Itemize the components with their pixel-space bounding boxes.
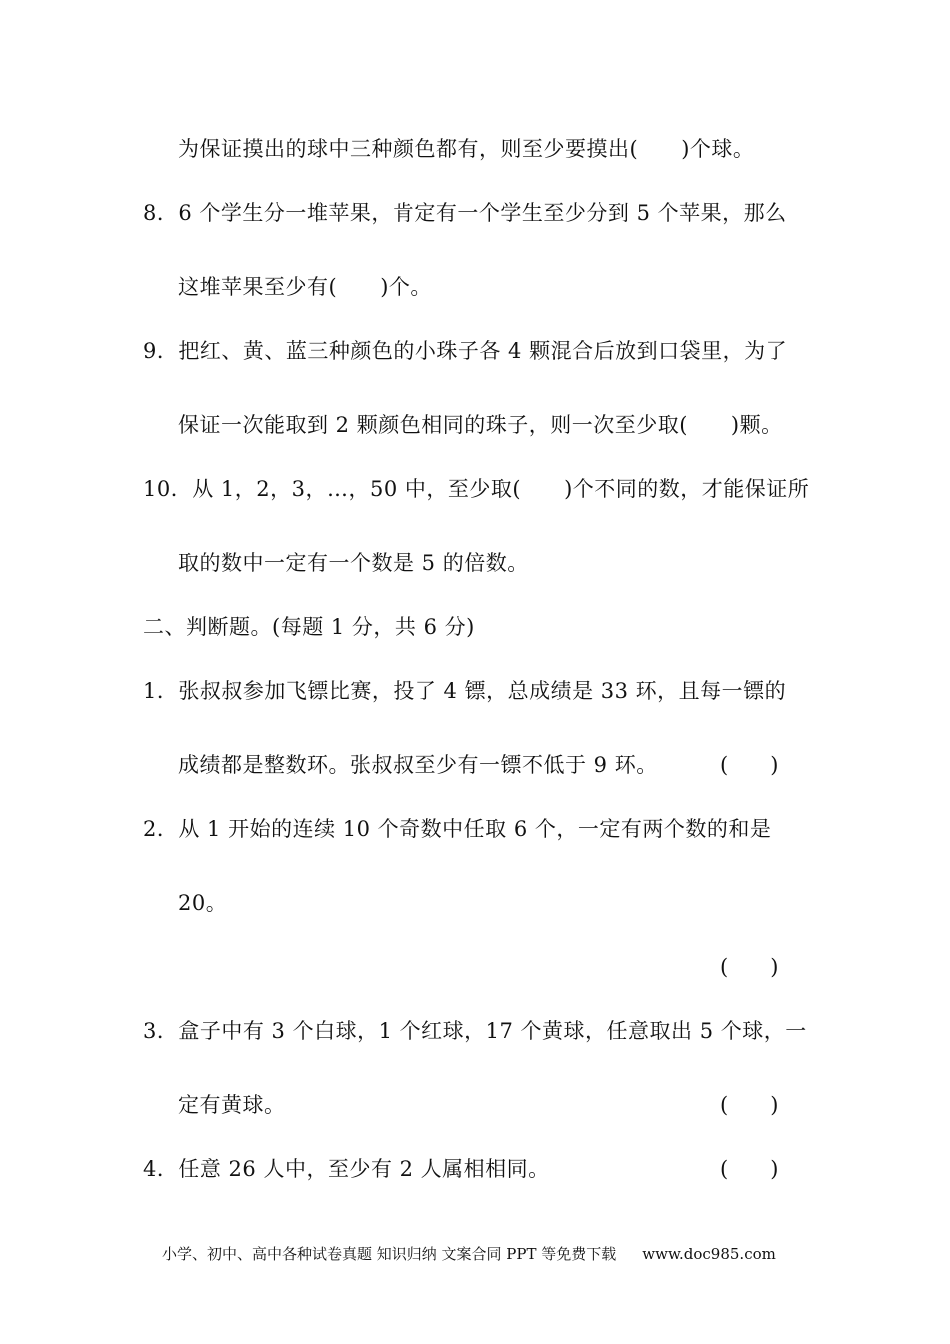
question-text: 盒子中有 3 个白球，1 个红球，17 个黄球，任意取出 5 个球，一: [178, 1019, 807, 1043]
judgment-1-line-2: 成绩都是整数环。张叔叔至少有一镖不低于 9 环。: [178, 753, 658, 777]
question-text: 张叔叔参加飞镖比赛，投了 4 镖，总成绩是 33 环，且每一镖的: [178, 679, 787, 703]
judgment-1: [143, 676, 786, 706]
answer-blank[interactable]: ( ): [720, 955, 779, 979]
question-number: 9．: [143, 339, 179, 363]
question-number: 3．: [143, 1019, 179, 1043]
answer-blank[interactable]: ( ): [720, 1157, 779, 1181]
question-7-continuation: 为保证摸出的球中三种颜色都有，则至少要摸出( )个球。: [178, 137, 755, 161]
question-text: 任意 26 人中，至少有 2 人属相相同。: [178, 1157, 550, 1181]
question-number: 2．: [143, 817, 179, 841]
question-9-line-2: 保证一次能取到 2 颗颜色相同的珠子，则一次至少取( )颗。: [178, 413, 783, 437]
question-8: [143, 198, 787, 228]
answer-blank[interactable]: ( ): [720, 753, 779, 777]
question-text: 从 1，2，3，…，50 中，至少取( )个不同的数，才能保证所: [192, 477, 810, 501]
question-8-line-2: 这堆苹果至少有( )个。: [178, 275, 432, 299]
question-number: 1．: [143, 679, 179, 703]
section-title: 二、判断题。(每题 1 分，共 6 分): [143, 615, 475, 639]
question-text: 6 个学生分一堆苹果，肯定有一个学生至少分到 5 个苹果，那么: [178, 201, 787, 225]
footer-text: 小学、初中、高中各种试卷真题 知识归纳 文案合同 PPT 等免费下载: [162, 1245, 617, 1263]
question-number: 10．: [143, 477, 193, 501]
question-9: [143, 336, 787, 366]
answer-blank[interactable]: ( ): [720, 1093, 779, 1117]
question-10-line-2: 取的数中一定有一个数是 5 的倍数。: [178, 551, 529, 575]
question-text: 把红、黄、蓝三种颜色的小珠子各 4 颗混合后放到口袋里，为了: [178, 339, 788, 363]
question-number: 8．: [143, 201, 179, 225]
page-footer: [162, 1242, 776, 1266]
judgment-4: [143, 1154, 550, 1184]
judgment-2: [143, 814, 771, 844]
judgment-2-line-2: 20。: [178, 891, 228, 915]
question-text: 从 1 开始的连续 10 个奇数中任取 6 个，一定有两个数的和是: [178, 817, 772, 841]
footer-site-link[interactable]: www.doc985.com: [642, 1245, 776, 1263]
question-number: 4．: [143, 1157, 179, 1181]
judgment-3-line-2: 定有黄球。: [178, 1093, 286, 1117]
question-10: [143, 474, 809, 504]
judgment-3: [143, 1016, 807, 1046]
